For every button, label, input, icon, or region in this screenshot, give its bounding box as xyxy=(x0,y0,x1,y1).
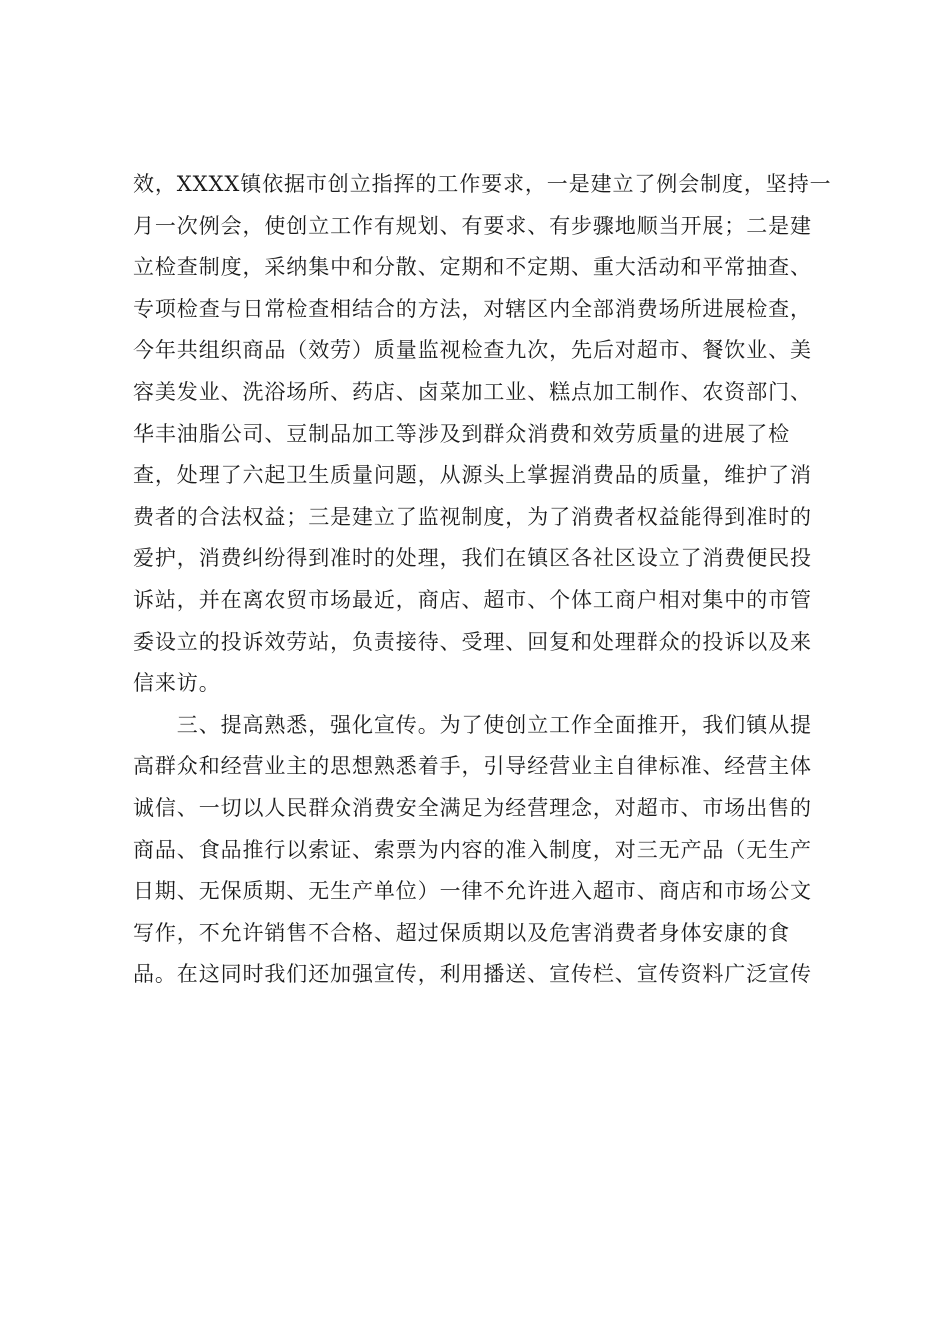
text-line: 高群众和经营业主的思想熟悉着手，引导经营业主自律标准、经营主体 xyxy=(133,754,812,779)
text-line: 容美发业、洗浴场所、药店、卤菜加工业、糕点加工制作、农资部门、 xyxy=(133,379,812,404)
paragraph-start-line: 三、提高熟悉，强化宣传。为了使创立工作全面推开，我们镇从提 xyxy=(133,712,812,737)
text-line: 费者的合法权益；三是建立了监视制度，为了消费者权益能得到准时的 xyxy=(133,504,812,529)
text-line: 委设立的投诉效劳站，负责接待、受理、回复和处理群众的投诉以及来 xyxy=(133,629,812,654)
text-line: 爱护，消费纠纷得到准时的处理，我们在镇区各社区设立了消费便民投 xyxy=(133,546,812,571)
text-line: 立检查制度，采纳集中和分散、定期和不定期、重大活动和平常抽查、 xyxy=(133,255,812,280)
text-line: 诚信、一切以人民群众消费安全满足为经营理念，对超市、市场出售的 xyxy=(133,795,812,820)
text-line: 查，处理了六起卫生质量问题，从源头上掌握消费品的质量，维护了消 xyxy=(133,463,812,488)
text-line: 今年共组织商品（效劳）质量监视检查九次，先后对超市、餐饮业、美 xyxy=(133,338,812,363)
text-line: 品。在这同时我们还加强宣传，利用播送、宣传栏、宣传资料广泛宣传 xyxy=(133,962,812,987)
text-line: 华丰油脂公司、豆制品加工等涉及到群众消费和效劳质量的进展了检 xyxy=(133,421,790,446)
text-line: 写作，不允许销售不合格、超过保质期以及危害消费者身体安康的食 xyxy=(133,920,790,945)
text-line: 商品、食品推行以索证、索票为内容的准入制度，对三无产品（无生产 xyxy=(133,837,812,862)
text-line: 信来访。 xyxy=(133,671,221,696)
text-line: 效，XXXX镇依据市创立指挥的工作要求，一是建立了例会制度，坚持一 xyxy=(133,172,832,196)
body-text xyxy=(133,164,833,996)
text-line: 月一次例会，使创立工作有规划、有要求、有步骤地顺当开展；二是建 xyxy=(133,213,812,238)
text-line: 日期、无保质期、无生产单位）一律不允许进入超市、商店和市场公文 xyxy=(133,879,812,904)
text-line: 专项检查与日常检查相结合的方法，对辖区内全部消费场所进展检查， xyxy=(133,296,812,321)
text-line: 诉站，并在离农贸市场最近，商店、超市、个体工商户相对集中的市管 xyxy=(133,587,812,612)
